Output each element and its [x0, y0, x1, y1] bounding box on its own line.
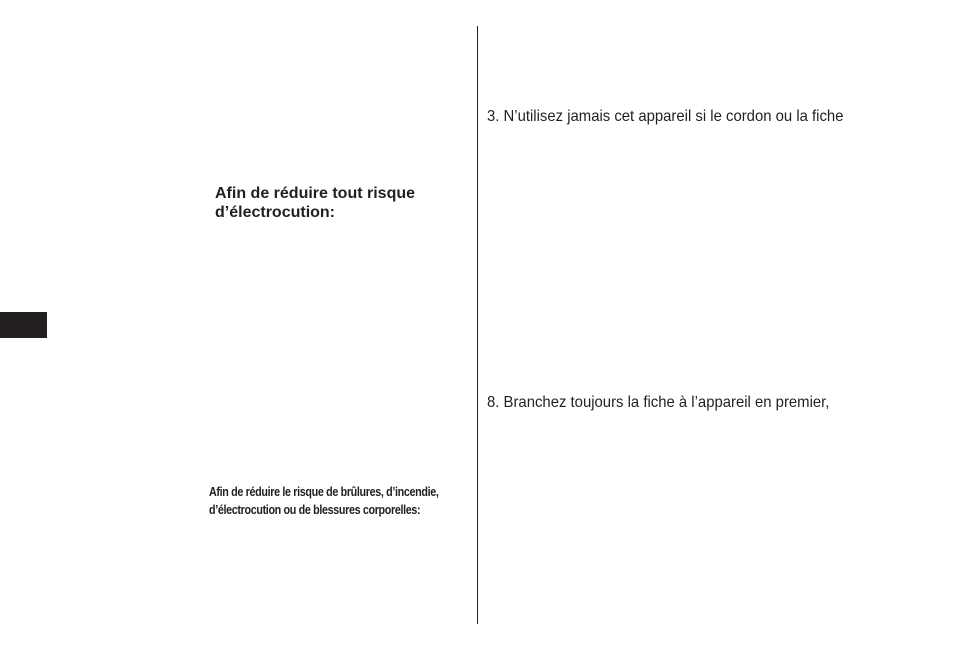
- electrocution-heading-line-1: Afin de réduire tout risque: [215, 185, 416, 202]
- burns-heading-line-1: Afin de réduire le risque de brûlures, d’incendie,: [209, 485, 439, 499]
- burns-heading-line-2: d’électrocution ou de blessures corporelles:: [209, 503, 421, 517]
- burns-warning-heading: [209, 483, 439, 519]
- instruction-item-3: 3. N’utilisez jamais cet appareil si le cordon ou la fiche: [487, 108, 844, 125]
- column-divider: [477, 26, 478, 624]
- instruction-item-8: 8. Branchez toujours la fiche à l’appareil en premier,: [487, 394, 830, 411]
- electrocution-warning-heading: [215, 184, 465, 222]
- language-tab-marker: [0, 312, 47, 338]
- electrocution-heading-line-2: d’électrocution:: [215, 204, 336, 221]
